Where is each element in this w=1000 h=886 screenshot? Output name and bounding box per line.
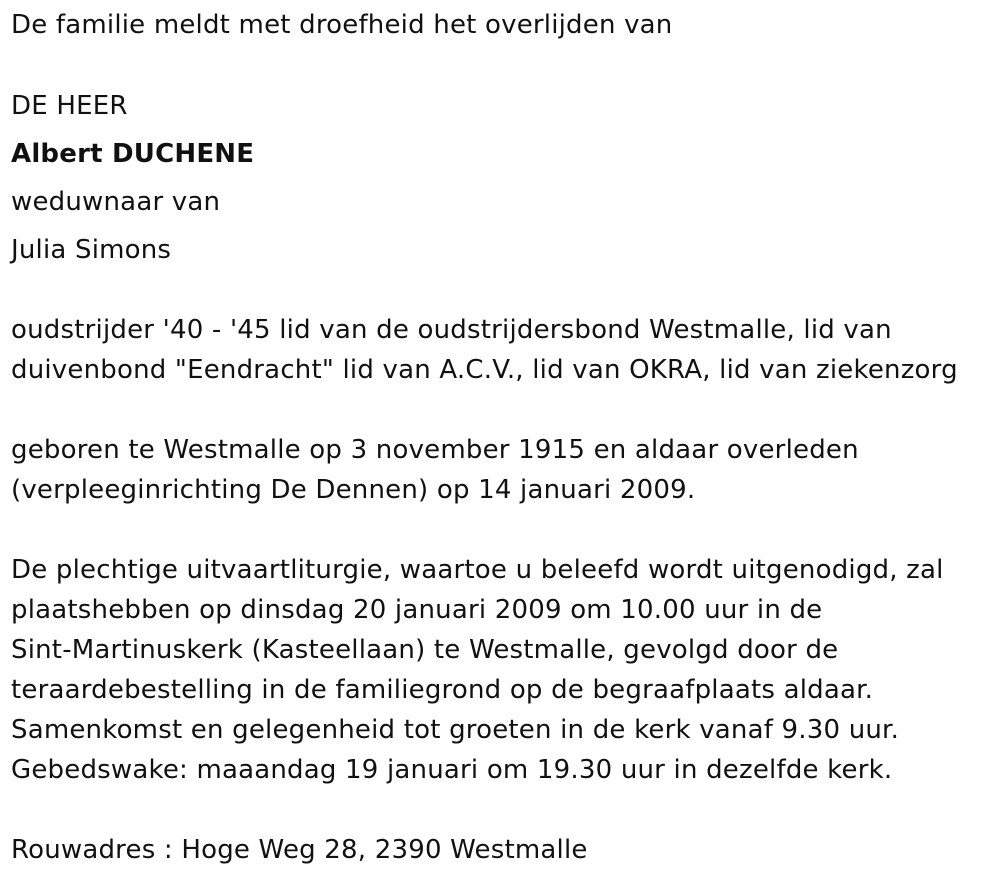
ceremony-line-5: Samenkomst en gelegenheid tot groeten in de kerk vanaf 9.30 uur.: [11, 715, 900, 745]
memberships-line-1: oudstrijder '40 - '45 lid van de oudstrijdersbond Westmalle, lid van: [11, 315, 892, 345]
ceremony-line-2: plaatshebben op dinsdag 20 januari 2009 om 10.00 uur in de: [11, 595, 823, 625]
mourning-address: Rouwadres : Hoge Weg 28, 2390 Westmalle: [11, 835, 588, 865]
ceremony-line-4: teraardebestelling in de familiegrond op de begraafplaats aldaar.: [11, 675, 874, 705]
relation-text: weduwnaar van: [11, 187, 221, 217]
ceremony-line-1: De plechtige uitvaartliturgie, waartoe u beleefd wordt uitgenodigd, zal: [11, 555, 944, 585]
intro-text: De familie meldt met droefheid het overlijden van: [11, 10, 673, 40]
birth-death-line-2: (verpleeginrichting De Dennen) op 14 januari 2009.: [11, 475, 696, 505]
deceased-name: Albert DUCHENE: [11, 139, 255, 169]
birth-death-line-1: geboren te Westmalle op 3 november 1915 en aldaar overleden: [11, 435, 859, 465]
spouse-name: Julia Simons: [11, 235, 172, 265]
memberships-line-2: duivenbond "Eendracht" lid van A.C.V., lid van OKRA, lid van ziekenzorg: [11, 355, 958, 385]
honorific: DE HEER: [11, 91, 128, 121]
ceremony-line-3: Sint-Martinuskerk (Kasteellaan) te Westmalle, gevolgd door de: [11, 635, 839, 665]
ceremony-line-6: Gebedswake: maaandag 19 januari om 19.30 uur in dezelfde kerk.: [11, 755, 893, 785]
